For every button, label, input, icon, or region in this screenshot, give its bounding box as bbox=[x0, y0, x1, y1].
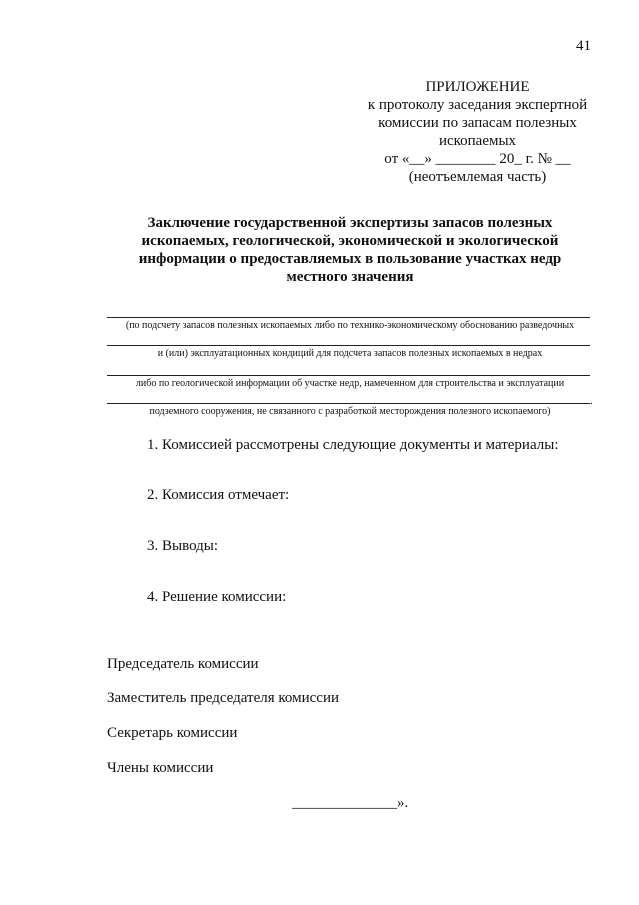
appendix-line: комиссии по запасам полезных bbox=[378, 115, 577, 131]
title-line: местного значения bbox=[286, 269, 414, 285]
appendix-note: (неотъемлемая часть) bbox=[408, 169, 547, 185]
trailing-dot: . bbox=[590, 395, 593, 407]
subject-note: либо по геологической информации об участке недр, намеченном для строительства и эксплуатации bbox=[135, 378, 565, 389]
title-line: Заключение государственной экспертизы запасов полезных bbox=[147, 215, 553, 231]
signatory-secretary: Секретарь комиссии bbox=[107, 725, 238, 741]
section-notes: 2. Комиссия отмечает: bbox=[147, 487, 290, 503]
signatory-chairman: Председатель комиссии bbox=[107, 656, 259, 672]
page-number: 41 bbox=[576, 38, 591, 54]
signatory-members: Члены комиссии bbox=[107, 760, 214, 776]
section-documents: 1. Комиссией рассмотрены следующие документы и материалы: bbox=[147, 437, 559, 453]
section-conclusions: 3. Выводы: bbox=[147, 538, 219, 554]
subject-note: подземного сооружения, не связанного с разработкой месторождения полезного ископаемого) bbox=[149, 406, 551, 417]
subject-note: (по подсчету запасов полезных ископаемых либо по технико-экономическому обоснованию разведочных bbox=[125, 320, 575, 331]
closing-line: ______________». bbox=[292, 795, 409, 811]
appendix-line: ископаемых bbox=[438, 133, 517, 149]
fill-in-line bbox=[107, 345, 590, 346]
fill-in-line bbox=[107, 403, 590, 404]
title-line: ископаемых, геологической, экономической и экологической bbox=[141, 233, 559, 249]
signatory-deputy-chairman: Заместитель председателя комиссии bbox=[107, 690, 340, 706]
fill-in-line bbox=[107, 375, 590, 376]
title-line: информации о предоставляемых в пользование участках недр bbox=[138, 251, 562, 267]
fill-in-line bbox=[107, 317, 590, 318]
document-title bbox=[110, 214, 590, 286]
appendix-header bbox=[330, 78, 625, 186]
appendix-line: к протоколу заседания экспертной bbox=[367, 97, 588, 113]
appendix-date-line: от «__» ________ 20_ г. № __ bbox=[384, 151, 571, 167]
section-decision: 4. Решение комиссии: bbox=[147, 589, 287, 605]
subject-note: и (или) эксплуатационных кондиций для подсчета запасов полезных ископаемых в недрах bbox=[157, 348, 543, 359]
appendix-heading: ПРИЛОЖЕНИЕ bbox=[425, 79, 530, 95]
